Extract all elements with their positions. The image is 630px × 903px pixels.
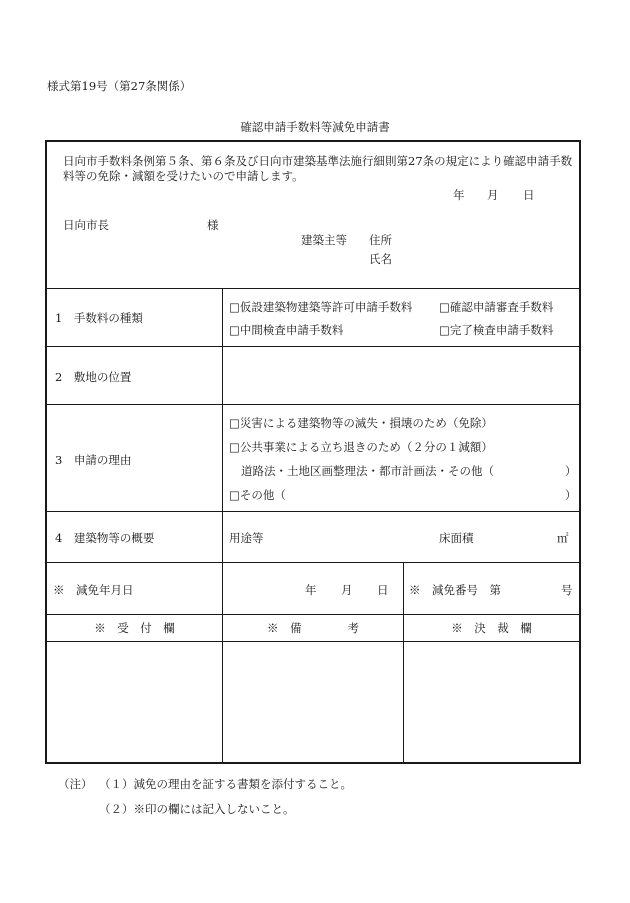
address-label: 住所: [369, 233, 392, 247]
application-date-year: 年: [453, 188, 465, 202]
application-date-day: 日: [523, 188, 535, 202]
row-divider: [47, 288, 579, 289]
fee-option-confirmation-review[interactable]: □確認申請審査手数料: [439, 300, 554, 314]
row-divider: [47, 562, 579, 563]
fee-option-completion-inspection[interactable]: □完了検査申請手数料: [439, 323, 554, 337]
fee-option-interim-inspection[interactable]: □中間検査申請手数料: [229, 323, 344, 337]
row-divider: [47, 511, 579, 512]
column-divider: [222, 614, 223, 764]
reason-option-disaster[interactable]: □災害による建築物等の滅失・損壊のため（免除）: [229, 416, 493, 430]
column-divider: [222, 288, 223, 614]
note-item-2: （２）※印の欄には記入しないこと。: [99, 802, 295, 816]
form-number-label: 様式第19号（第27条関係）: [47, 79, 192, 93]
approval-field: [405, 643, 578, 762]
row-divider: [47, 614, 579, 615]
reduction-number-label: ※ 減免番号 第: [409, 583, 501, 597]
reduction-date-label: ※ 減免年月日: [53, 583, 134, 597]
column-divider: [403, 562, 404, 764]
reason-option-public-works[interactable]: □公共事業による立ち退きのため（２分の１減額）: [229, 440, 493, 454]
reason-option-other[interactable]: □その他（: [229, 488, 286, 502]
honorific-label: 様: [207, 218, 219, 232]
addressee-label: 日向市長: [63, 218, 109, 232]
site-location-label: 2 敷地の位置: [55, 370, 132, 384]
reduction-date-year: 年: [305, 583, 317, 597]
approval-column-header: ※ 決 裁 欄: [451, 621, 532, 635]
reduction-date-day: 日: [377, 583, 389, 597]
building-use-label: 用途等: [229, 531, 264, 545]
reception-column-header: ※ 受 付 欄: [94, 621, 175, 635]
remarks-column-header: ※ 備 考: [267, 621, 359, 635]
form-title: 確認申請手数料等減免申請書: [240, 120, 390, 134]
note-item-1: （１）減免の理由を証する書類を添付すること。: [99, 777, 352, 791]
reduction-date-month: 月: [341, 583, 353, 597]
row-divider: [47, 346, 579, 347]
floor-area-unit: ㎡: [557, 531, 569, 545]
row-divider: [47, 404, 579, 405]
building-overview-label: 4 建築物等の概要: [55, 531, 155, 545]
row-divider: [47, 641, 579, 642]
notes-prefix: （注）: [58, 777, 93, 791]
reason-detail-close-paren: ）: [565, 464, 577, 478]
reason-label: 3 申請の理由: [55, 453, 132, 467]
name-label: 氏名: [369, 252, 392, 266]
floor-area-label: 床面積: [439, 531, 474, 545]
application-date-month: 月: [487, 188, 499, 202]
site-location-field[interactable]: [224, 348, 578, 402]
reason-public-works-detail: 道路法・土地区画整理法・都市計画法・その他（: [241, 464, 494, 478]
remarks-field: [224, 643, 402, 762]
reduction-number-suffix: 号: [561, 583, 573, 597]
application-form-table: [45, 140, 581, 764]
fee-type-label: 1 手数料の種類: [55, 311, 143, 325]
reception-field: [47, 643, 221, 762]
application-intro-text: 日向市手数料条例第５条、第６条及び日向市建築基準法施行細則第27条の規定により確認申請手数料等の免除・減額を受けたいので申請します。: [63, 154, 573, 183]
fee-option-temporary-building[interactable]: □仮設建築物建築等許可申請手数料: [229, 300, 413, 314]
reason-other-close-paren: ）: [565, 488, 577, 502]
applicant-label: 建築主等: [301, 233, 347, 247]
